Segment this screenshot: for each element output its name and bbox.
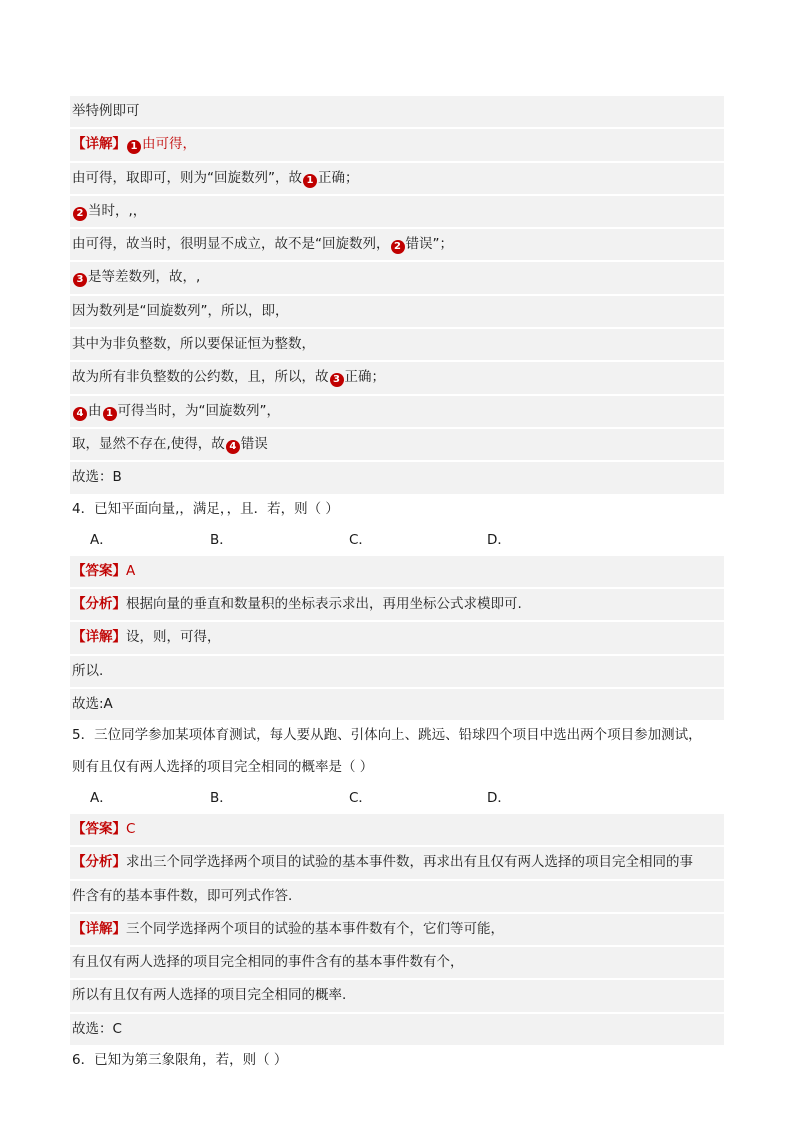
circled-number-3: 3 bbox=[73, 273, 87, 287]
detail-line-2: 所以. bbox=[72, 662, 104, 679]
choice-line: 故选:A bbox=[72, 696, 113, 713]
analysis-line: 【分析】根据向量的垂直和数量积的坐标表示求出，再用坐标公式求模即可. bbox=[72, 596, 522, 613]
question-5-stem-line-1: 5．三位同学参加某项体育测试，每人要从跑、引体向上、跳远、铅球四个项目中选出两个项目参加测试， bbox=[72, 727, 702, 744]
option-c: C． bbox=[349, 789, 372, 806]
page-content bbox=[70, 96, 724, 1076]
solution-block-q3 bbox=[70, 96, 724, 494]
analysis-line-2: 件含有的基本事件数，即可列式作答. bbox=[72, 887, 293, 904]
circled-number-2: 2 bbox=[391, 240, 405, 254]
circled-number-1: 1 bbox=[303, 174, 317, 188]
answer-value: A bbox=[126, 562, 136, 579]
detail-line-10: 取，显然不存在,使得，故 4 错误 bbox=[72, 435, 268, 452]
circled-number-4: 4 bbox=[73, 407, 87, 421]
detail-line-7: 其中为非负整数，所以要保证恒为整数， bbox=[72, 336, 315, 353]
detail-line-9: 4 由 1 可得当时，为“回旋数列”， bbox=[70, 396, 724, 427]
detail-line-1: 【详解】三个同学选择两个项目的试验的基本事件数有个，它们等可能， bbox=[72, 920, 504, 937]
circled-number-3: 3 bbox=[330, 373, 344, 387]
option-b: B． bbox=[210, 789, 233, 806]
hint-line: 举特例即可 bbox=[72, 103, 140, 119]
detail-line-4: 由可得，故当时，很明显不成立，故不是“回旋数列， 2 错误”； bbox=[72, 236, 453, 253]
detail-line-1: 【详解】设，则，可得， bbox=[72, 629, 221, 646]
choice-line: 故选：B bbox=[72, 469, 122, 486]
question-5-stem-line-2: 则有且仅有两人选择的项目完全相同的概率是（ ） bbox=[72, 758, 374, 775]
circled-number-2: 2 bbox=[73, 207, 87, 221]
analysis-line-1: 【分析】求出三个同学选择两个项目的试验的基本事件数，再求出有且仅有两人选择的项目完全相同的事 bbox=[72, 854, 693, 871]
option-c: C． bbox=[349, 531, 372, 548]
detail-line-1: 【详解】 1 由可得， bbox=[72, 136, 196, 153]
answer-line: 【答案】A bbox=[72, 562, 136, 579]
choice-line: 故选：C bbox=[72, 1020, 122, 1037]
question-4-options bbox=[70, 525, 724, 556]
answer-line: 【答案】C bbox=[72, 820, 136, 837]
option-d: D． bbox=[487, 531, 511, 548]
option-b: B． bbox=[210, 531, 233, 548]
detail-line-2: 有且仅有两人选择的项目完全相同的事件含有的基本事件数有个， bbox=[72, 954, 464, 971]
question-5-options bbox=[70, 783, 724, 814]
detail-line-2: 由可得，取即可，则为“回旋数列”，故 1 正确； bbox=[72, 169, 359, 186]
option-d: D． bbox=[487, 789, 511, 806]
detail-line-3: 2 当时，,， bbox=[70, 196, 724, 227]
circled-number-1: 1 bbox=[127, 140, 141, 154]
detail-tag: 【详解】 bbox=[72, 136, 126, 153]
answer-value: C bbox=[126, 820, 136, 837]
detail-line-3: 所以有且仅有两人选择的项目完全相同的概率. bbox=[72, 987, 347, 1004]
detail-line-5: 3 是等差数列，故，, bbox=[70, 262, 724, 293]
solution-block-q5 bbox=[70, 814, 724, 1045]
detail-line-6: 因为数列是“回旋数列”，所以，即， bbox=[72, 302, 289, 319]
question-4-stem: 4．已知平面向量,，满足，，且．若，则（ ） bbox=[72, 500, 339, 517]
question-6-stem: 6．已知为第三象限角，若，则（ ） bbox=[72, 1052, 288, 1069]
solution-block-q4 bbox=[70, 556, 724, 720]
option-a: A． bbox=[90, 789, 113, 806]
circled-number-4: 4 bbox=[226, 440, 240, 454]
option-a: A． bbox=[90, 531, 113, 548]
detail-line-8: 故为所有非负整数的公约数，且，所以，故 3 正确； bbox=[72, 369, 385, 386]
circled-number-1: 1 bbox=[103, 407, 117, 421]
